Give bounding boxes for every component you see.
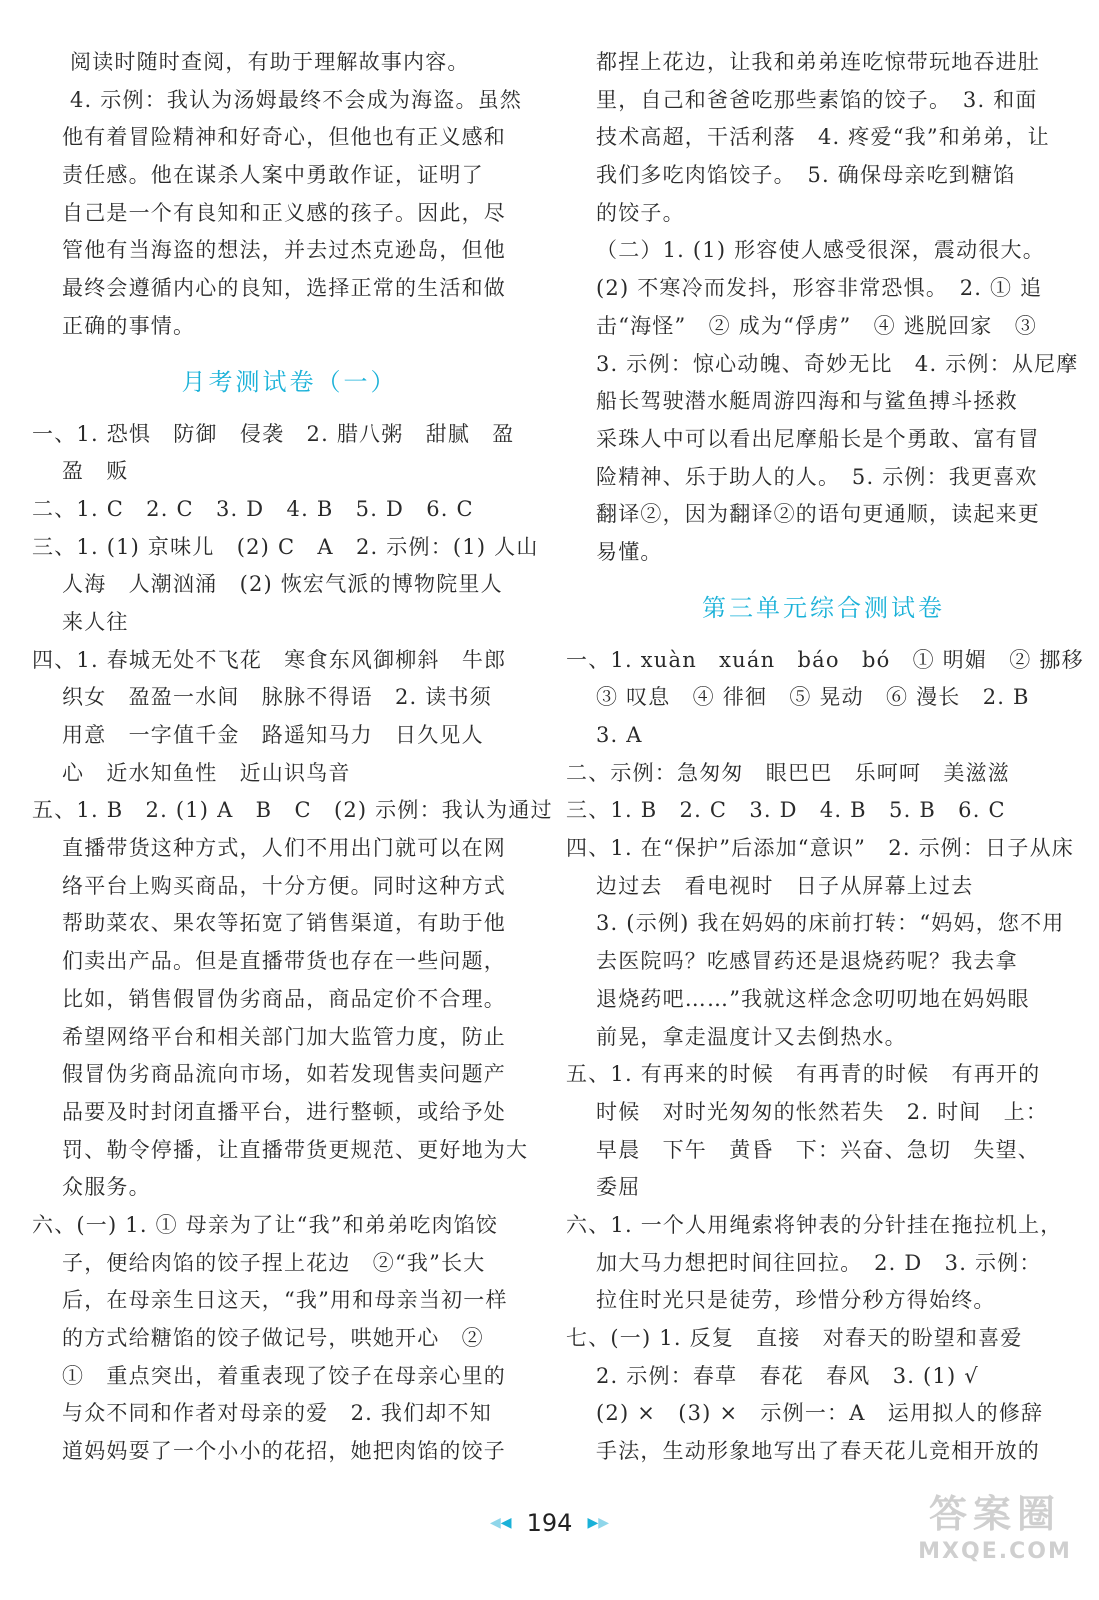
answer-line: 假冒伪劣商品流向市场，如若发现售卖问题产 [62,1062,506,1087]
answer-line: 去医院吗？吃感冒药还是退烧药呢？我去拿 [596,949,1018,974]
text-line: 的饺子。 [596,200,685,225]
text-line: 阅读时随时查阅，有助于理解故事内容。 [70,50,470,74]
answer-line: 一、1. xuàn xuán báo bó ① 明媚 ② 挪移 [566,647,1084,672]
answer-line: 络平台上购买商品，十分方便。同时这种方式 [62,873,506,898]
text-line: 易懂。 [596,539,663,564]
answer-line: 五、1. 有再来的时候 有再青的时候 有再开的 [566,1062,1041,1087]
answer-line: 3. (示例) 我在妈妈的床前打转：“妈妈，您不用 [596,911,1065,936]
left-answers [32,416,553,1471]
answer-line: 们卖出产品。但是直播带货也存在一些问题， [62,949,506,974]
text-line: 自己是一个有良知和正义感的孩子。因此，尽 [62,200,506,225]
answer-line: 3. A [596,723,643,747]
left-arrow-icon: ◀ [489,1515,501,1531]
section-heading-monthly-test: 月考测试卷（一） [181,367,398,396]
answer-line: 罚、勒令停播，让直播带货更规范、更好地为大 [62,1137,529,1162]
answer-line: ③ 叹息 ④ 徘徊 ⑤ 晃动 ⑥ 漫长 2. B [596,685,1030,710]
answer-line: 用意 一字值千金 路遥知马力 日久见人 [62,723,484,747]
answer-line: 退烧药吧……”我就这样念念叨叨地在妈妈眼 [596,986,1030,1011]
answer-line: ① 重点突出，着重表现了饺子在母亲心里的 [62,1363,506,1388]
answer-line: 人海 人潮汹涌 (2) 恢宏气派的博物院里人 [62,572,503,597]
answer-line: 2. 示例：春草 春花 春风 3. (1) √ [596,1363,979,1388]
answer-line: 七、(一) 1. 反复 直接 对春天的盼望和喜爱 [566,1326,1023,1350]
section-heading-unit-three-test: 第三单元综合测试卷 [702,593,945,622]
answer-line: 二、1. C 2. C 3. D 4. B 5. D 6. C [32,496,474,521]
right-arrow-icon: ▶ [587,1515,599,1531]
answer-line: 后，在母亲生日这天，“我”用和母亲当初一样 [62,1288,508,1313]
text-line: 翻译②，因为翻译②的语句更通顺，读起来更 [596,502,1040,527]
right-column [566,44,1084,1471]
answer-line: 一、1. 恐惧 防御 侵袭 2. 腊八粥 甜腻 盈 [32,421,515,446]
watermark-logo [900,1490,1090,1590]
answer-line: 三、1. B 2. C 3. D 4. B 5. B 6. C [566,798,1006,823]
watermark-url: MXQE.COM [918,1539,1072,1564]
answer-line: 前晃，拿走温度计又去倒热水。 [596,1024,907,1049]
text-line: (2) 不寒冷而发抖，形容非常恐惧。 2. ① 追 [596,276,1043,301]
answer-line: 与众不同和作者对母亲的爱 2. 我们却不知 [62,1401,492,1426]
answer-line: 三、1. (1) 京味儿 (2) C A 2. 示例：(1) 人山 [32,534,539,559]
answer-line: 的方式给糖馅的饺子做记号，哄她开心 ② [62,1326,484,1350]
text-line: 里，自己和爸爸吃那些素馅的饺子。 3. 和面 [596,87,1038,112]
page-number: 194 [526,1509,573,1537]
answer-line: 四、1. 春城无处不飞花 寒食东风御柳斜 牛郎 [32,647,507,672]
answer-line: 五、1. B 2. (1) A B C (2) 示例：我认为通过 [32,798,553,823]
answer-line: (2) × (3) × 示例一：A 运用拟人的修辞 [596,1401,1044,1426]
answer-line: 加大马力想把时间往回拉。 2. D 3. 示例： [596,1250,1042,1275]
left-arrow-icon: ◀ [500,1515,512,1531]
text-line: 都捏上花边，让我和弟弟连吃惊带玩地吞进肚 [596,50,1040,74]
text-line: 击“海怪” ② 成为“俘虏” ④ 逃脱回家 ③ [596,313,1037,338]
answer-line: 众服务。 [62,1175,151,1200]
right-answers [566,642,1084,1471]
text-line: 技术高超，干活利落 4. 疼爱“我”和弟弟，让 [596,125,1050,150]
answer-line: 时候 对时光匆匆的怅然若失 2. 时间 上： [596,1099,1049,1124]
answer-line: 直播带货这种方式，人们不用出门就可以在网 [62,836,506,861]
text-line: 他有着冒险精神和好奇心，但他也有正义感和 [62,125,506,150]
left-column [32,44,553,1471]
answer-line: 品要及时封闭直播平台，进行整顿，或给予处 [62,1099,506,1124]
text-line: 我们多吃肉馅饺子。 5. 确保母亲吃到糖馅 [596,163,1016,188]
answer-line: 委屈 [596,1175,641,1200]
watermark-text: 答案圈 [928,1492,1061,1536]
answer-line: 比如，销售假冒伪劣商品，商品定价不合理。 [62,986,506,1011]
text-line: 3. 示例：惊心动魄、奇妙无比 4. 示例：从尼摩 [596,351,1079,376]
answer-line: 来人往 [62,609,129,634]
right-intro [596,44,1079,572]
text-line: 采珠人中可以看出尼摩船长是个勇敢、富有冒 [596,426,1040,451]
text-line: 管他有当海盗的想法，并去过杰克逊岛，但他 [62,238,506,263]
answer-line: 六、(一) 1. ① 母亲为了让“我”和弟弟吃肉馅饺 [32,1212,499,1237]
answer-line: 子，便给肉馅的饺子捏上花边 ②“我”长大 [62,1250,486,1275]
answer-line: 六、1. 一个人用绳索将钟表的分针挂在拖拉机上， [566,1212,1063,1237]
answer-line: 希望网络平台和相关部门加大监管力度，防止 [62,1024,506,1049]
answer-line: 织女 盈盈一水间 脉脉不得语 2. 读书须 [62,685,492,710]
text-line: 4. 示例：我认为汤姆最终不会成为海盗。虽然 [70,87,523,112]
right-arrow-icon: ▶ [598,1515,610,1531]
answer-line: 道妈妈耍了一个小小的花招，她把肉馅的饺子 [62,1439,506,1464]
text-line: （二）1. (1) 形容使人感受很深，震动很大。 [596,238,1045,263]
answer-line: 拉住时光只是徒劳，珍惜分秒方得始终。 [596,1288,996,1313]
text-line: 船长驾驶潜水艇周游四海和与鲨鱼搏斗拯救 [596,389,1018,414]
answer-line: 边过去 看电视时 日子从屏幕上过去 [596,873,974,898]
text-line: 险精神、乐于助人的人。 5. 示例：我更喜欢 [596,464,1038,489]
answer-line: 早晨 下午 黄昏 下：兴奋、急切 失望、 [596,1137,1040,1162]
answer-line: 二、示例：急匆匆 眼巴巴 乐呵呵 美滋滋 [566,760,1010,785]
answer-line: 四、1. 在“保护”后添加“意识” 2. 示例：日子从床 [566,836,1074,861]
left-intro [62,44,523,346]
answer-line: 盈 贩 [62,459,129,484]
answer-line: 手法，生动形象地写出了春天花儿竞相开放的 [596,1439,1040,1464]
text-line: 正确的事情。 [62,313,196,338]
answer-line: 心 近水知鱼性 近山识鸟音 [62,760,351,785]
text-line: 最终会遵循内心的良知，选择正常的生活和做 [62,276,506,301]
answer-line: 帮助菜农、果农等拓宽了销售渠道，有助于他 [62,911,506,936]
text-line: 责任感。他在谋杀人案中勇敢作证，证明了 [62,163,484,188]
